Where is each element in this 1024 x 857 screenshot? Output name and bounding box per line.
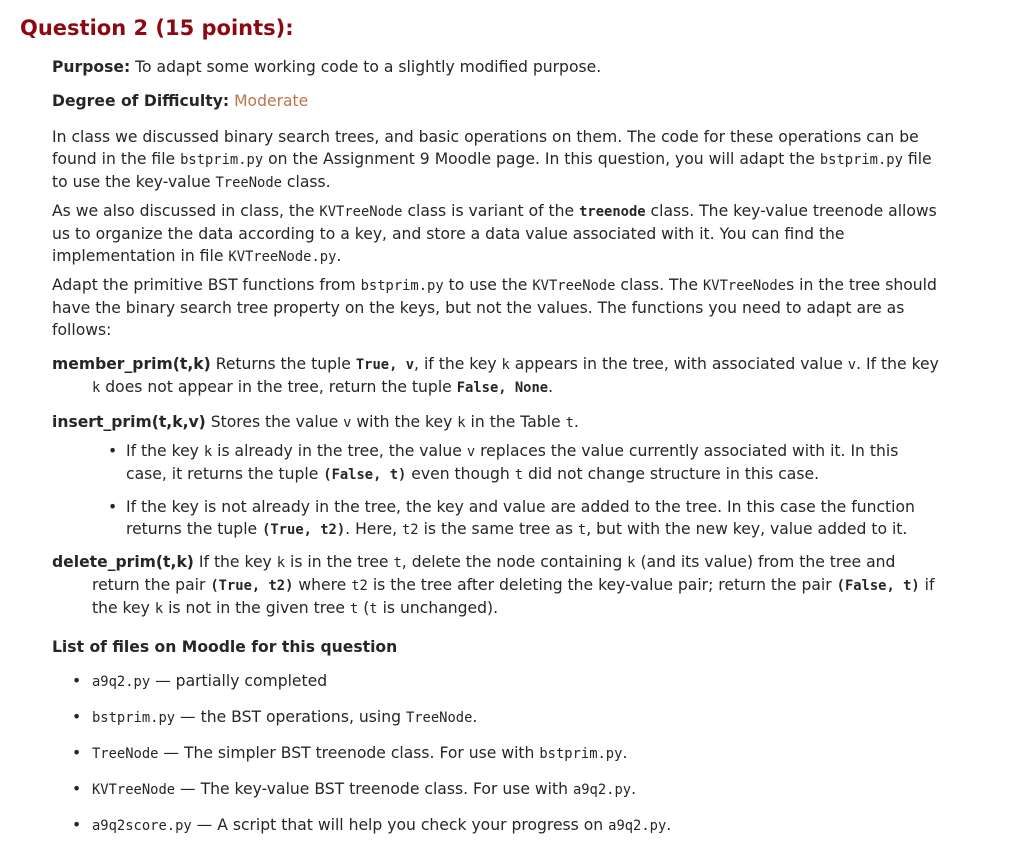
difficulty-line	[52, 90, 942, 112]
code-span: k	[154, 601, 164, 617]
code-span: k	[276, 555, 286, 571]
code-span: t	[369, 601, 378, 617]
file-item: • a9q2.py — partially completed	[72, 672, 328, 690]
bullet-icon: •	[72, 708, 82, 726]
list-item: • If the key k is already in the tree, the value v replaces the value currently associated with it. In this case, it returns the tuple (False, t) even though t did not change structure in this case.	[108, 442, 899, 483]
delete-prim-definition: delete_prim(t,k) If the key k is in the tree t, delete the node containing k (and its value) from the tree and return the pair (True, t2) where t2 is the tree after deleting the key-value pair; return the pair (False, t) if the key k is not in the given tree t (t is unchanged).	[52, 553, 935, 617]
difficulty-value: Moderate	[234, 92, 309, 110]
code-span: t2	[351, 578, 368, 594]
question-content	[52, 56, 942, 850]
code-span: t2	[401, 522, 419, 538]
code-span: TreeNode	[215, 175, 282, 191]
code-span: (False, t)	[323, 467, 407, 483]
code-span: (True, t2)	[210, 578, 294, 594]
file-name: a9q2score.py	[92, 818, 192, 834]
kvtreenode-paragraph: As we also discussed in class, the KVTreeNode class is variant of the treenode class. The key-value treenode allows us to organize the data according to a key, and store a data value associated with it. You can find the implementation in file KVTreeNode.py.	[52, 202, 937, 265]
code-span: k	[457, 415, 466, 431]
file-item: • KVTreeNode — The key-value BST treenode class. For use with a9q2.py.	[72, 780, 637, 798]
code-span: (False, t)	[836, 578, 920, 594]
file-item: • bstprim.py — the BST operations, using TreeNode.	[72, 708, 478, 726]
code-span: t	[393, 555, 402, 571]
code-span: KVTreeNode	[532, 278, 616, 294]
bullet-icon: •	[72, 816, 82, 834]
bullet-icon: •	[108, 442, 118, 460]
bullet-icon: •	[72, 672, 82, 690]
code-span: KVTreeNode	[702, 278, 787, 294]
bullet-icon: •	[72, 744, 82, 762]
file-name: TreeNode	[92, 746, 159, 762]
code-span: k	[92, 380, 101, 396]
question-title: Question 2 (15 points):	[20, 16, 294, 40]
code-span: (True, t2)	[262, 522, 346, 538]
file-item: • TreeNode — The simpler BST treenode class. For use with bstprim.py.	[72, 744, 628, 762]
code-span: t	[514, 467, 524, 483]
difficulty-label: Degree of Difficulty:	[52, 92, 230, 110]
code-span: v	[466, 444, 476, 460]
files-list	[52, 670, 942, 837]
bullet-icon: •	[108, 498, 118, 516]
purpose-line	[52, 56, 942, 78]
member-prim-definition: member_prim(t,k) Returns the tuple True, v, if the key k appears in the tree, with associated value v. If the key k does not appear in the tree, return the tuple False, None.	[52, 355, 939, 396]
list-item: • If the key is not already in the tree, the key and value are added to the tree. In this case the function returns the tuple (True, t2). Here, t2 is the same tree as t, but with the new key, value added to it.	[108, 498, 915, 538]
code-span: k	[501, 357, 510, 373]
files-heading: List of files on Moodle for this question	[52, 638, 398, 656]
code-span: t	[565, 415, 574, 431]
code-span: treenode	[579, 204, 646, 220]
code-span: v	[847, 357, 857, 373]
code-span: False, None	[456, 380, 549, 396]
purpose-text: To adapt some working code to a slightly modified purpose.	[135, 58, 602, 76]
purpose-label: Purpose:	[52, 58, 131, 76]
function-name: delete_prim(t,k)	[52, 553, 194, 571]
code-span: k	[627, 555, 636, 571]
intro-paragraph: In class we discussed binary search trees, and basic operations on them. The code for these operations can be found in the file bstprim.py on the Assignment 9 Moodle page. In this question, you will adapt the bstprim.py file to use the key-value TreeNode class.	[52, 128, 932, 191]
file-item: • a9q2score.py — A script that will help you check your progress on a9q2.py.	[72, 816, 672, 834]
file-name: a9q2.py	[92, 674, 151, 690]
file-name: bstprim.py	[92, 710, 176, 726]
code-span: k	[203, 444, 213, 460]
function-name: member_prim(t,k)	[52, 355, 211, 373]
code-span: KVTreeNode	[319, 204, 403, 220]
bullet-icon: •	[72, 780, 82, 798]
adapt-paragraph: Adapt the primitive BST functions from bstprim.py to use the KVTreeNode class. The KVTreeNodes in the tree should have the binary search tree property on the keys, but not the values. The functions you need to adapt are as follows:	[52, 276, 937, 339]
code-span: KVTreeNode.py	[228, 249, 337, 265]
code-span: bstprim.py	[360, 278, 444, 294]
insert-prim-definition: insert_prim(t,k,v) Stores the value v with the key k in the Table t. • If the key k is already in the tree, the value v replaces the value currently associated with it. In this case, it returns the tuple (False, t) even though t did not change structure in this case. • If the key is not already in the tree, the key and value are added to the tree. In this case the function returns the tuple (True, t2). Here, t2 is the same tree as t, but with the new key, value added to it.	[52, 411, 942, 541]
code-span: v	[343, 415, 352, 431]
code-span: bstprim.py	[819, 152, 903, 168]
insert-cases-list	[92, 440, 942, 541]
code-span: t	[577, 522, 587, 538]
code-span: t	[349, 601, 359, 617]
code-span: bstprim.py	[180, 152, 264, 168]
file-name: KVTreeNode	[92, 782, 176, 798]
function-name: insert_prim(t,k,v)	[52, 413, 206, 431]
code-span: True, v	[355, 357, 415, 373]
